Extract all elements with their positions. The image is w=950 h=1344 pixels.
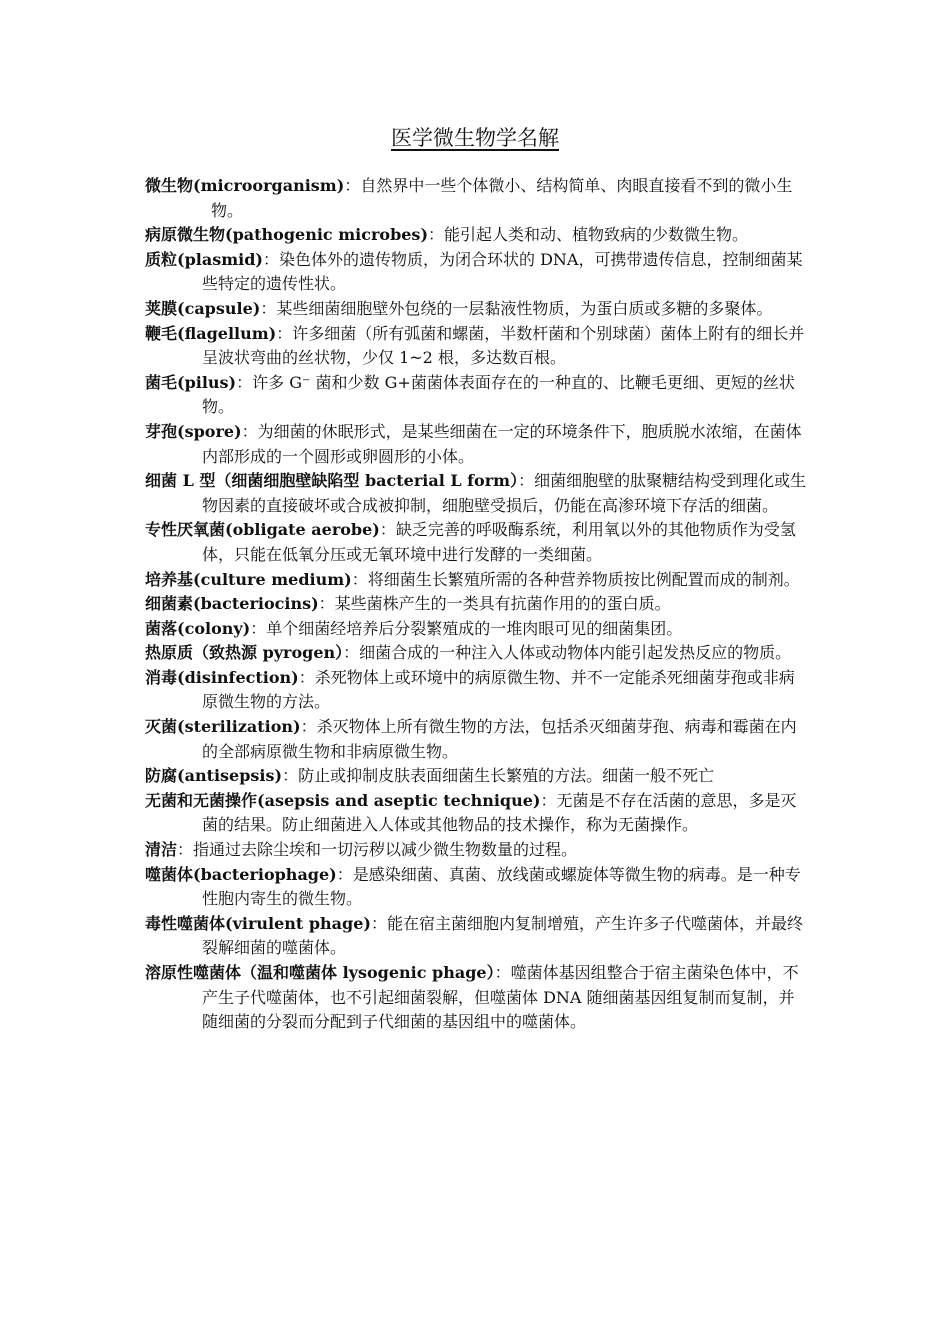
definition-list <box>145 174 810 1035</box>
entry-term: 噬菌体(bacteriophage) <box>145 864 337 884</box>
entry-term: 毒性噬菌体(virulent phage) <box>145 913 371 933</box>
entry-term: 专性厌氧菌(obligate aerobe) <box>145 520 380 540</box>
entry-definition: ：细菌细胞壁的肽聚糖结构受到理化或生物因素的直接破坏或合成被抑制，细胞壁受损后，仍能在高渗环境下存活的细菌。 <box>202 471 807 515</box>
definition-entry <box>145 789 810 838</box>
definition-entry <box>145 248 810 297</box>
entry-term: 芽孢(spore) <box>145 421 242 441</box>
entry-definition: ：防止或抑制皮肤表面细菌生长繁殖的方法。细菌一般不死亡 <box>282 766 715 786</box>
definition-entry <box>145 174 810 223</box>
entry-definition: ：某些细菌细胞壁外包绕的一层黏液性物质，为蛋白质或多糖的多聚体。 <box>260 298 773 318</box>
entry-definition: ：染色体外的遗传物质，为闭合环状的 DNA，可携带遗传信息，控制细菌某些特定的遗传性状。 <box>202 249 803 294</box>
definition-entry <box>145 764 810 789</box>
entry-definition: ：将细菌生长繁殖所需的各种营养物质按比例配置而成的制剂。 <box>351 569 800 589</box>
entry-term: 细菌 L 型（细菌细胞壁缺陷型 bacterial L form） <box>145 471 519 491</box>
entry-definition: ：指通过去除尘埃和一切污秽以减少微生物数量的过程。 <box>177 840 578 860</box>
definition-entry <box>145 617 810 642</box>
entry-term: 菌毛(pilus) <box>145 372 237 392</box>
entry-definition: ：缺乏完善的呼吸酶系统，利用氧以外的其他物质作为受氢体，只能在低氧分压或无氧环境中进行发酵的一类细菌。 <box>202 520 796 564</box>
entry-term: 灭菌(sterilization) <box>145 717 301 737</box>
definition-entry <box>145 666 810 715</box>
entry-term: 菌落(colony) <box>145 618 251 638</box>
entry-definition: ：许多 G⁻ 菌和少数 G+菌菌体表面存在的一种直的、比鞭毛更细、更短的丝状物。 <box>202 372 795 417</box>
entry-definition: ：单个细菌经培养后分裂繁殖成的一堆肉眼可见的细菌集团。 <box>250 618 683 638</box>
entry-term: 微生物(microorganism) <box>145 176 345 195</box>
definition-entry <box>145 371 810 420</box>
definition-entry <box>145 420 810 469</box>
entry-definition: ：能在宿主菌细胞内复制增殖，产生许多子代噬菌体，并最终裂解细菌的噬菌体。 <box>202 913 804 958</box>
entry-term: 消毒(disinfection) <box>145 667 299 687</box>
entry-term: 热原质（致热源 pyrogen） <box>145 643 344 663</box>
definition-entry <box>145 641 810 666</box>
definition-entry <box>145 518 810 567</box>
entry-term: 清洁 <box>145 840 178 860</box>
definition-entry <box>145 322 810 371</box>
definition-entry <box>145 912 810 961</box>
entry-definition: ：为细菌的休眠形式，是某些细菌在一定的环境条件下，胞质脱水浓缩，在菌体内部形成的一个圆形或卵圆形的小体。 <box>202 421 802 466</box>
definition-entry <box>145 838 810 863</box>
definition-entry <box>145 715 810 764</box>
definition-entry <box>145 568 810 593</box>
entry-definition: ：细菌合成的一种注入人体或动物体内能引起发热反应的物质。 <box>343 643 792 663</box>
entry-term: 鞭毛(flagellum) <box>145 323 277 343</box>
definition-entry <box>145 592 810 617</box>
entry-term: 质粒(plasmid) <box>145 249 263 269</box>
entry-definition: ：能引起人类和动、植物致病的少数微生物。 <box>428 225 749 245</box>
entry-term: 防腐(antisepsis) <box>145 766 283 786</box>
entry-definition: ：无菌是不存在活菌的意思，多是灭菌的结果。防止细菌进入人体或其他物品的技术操作，称为无菌操作。 <box>202 790 797 835</box>
definition-entry <box>145 297 810 322</box>
definition-entry <box>145 223 810 248</box>
definition-entry <box>145 961 810 1035</box>
entry-term: 培养基(culture medium) <box>145 569 352 589</box>
entry-definition: ：杀灭物体上所有微生物的方法，包括杀灭细菌芽孢、病毒和霉菌在内的全部病原微生物和非病原微生物。 <box>202 717 797 761</box>
definition-entry <box>145 469 810 518</box>
entry-term: 溶原性噬菌体（温和噬菌体 lysogenic phage） <box>145 963 495 982</box>
entry-definition: ：噬菌体基因组整合于宿主菌染色体中，不产生子代噬菌体，也不引起细菌裂解，但噬菌体 DNA 随细菌基因组复制而复制，并随细菌的分裂而分配到子代细菌的基因组中的噬菌体。 <box>202 963 799 1032</box>
definition-entry <box>145 863 810 912</box>
entry-definition: ：许多细菌（所有弧菌和螺菌，半数杆菌和个别球菌）菌体上附有的细长并呈波状弯曲的丝状物，少仅 1~2 根，多达数百根。 <box>202 323 805 368</box>
document-title: 医学微生物学名解 <box>391 126 559 150</box>
entry-term: 细菌素(bacteriocins) <box>145 594 319 614</box>
entry-definition: ：是感染细菌、真菌、放线菌或螺旋体等微生物的病毒。是一种专性胞内寄生的微生物。 <box>202 864 801 909</box>
entry-definition: ：自然界中一些个体微小、结构简单、肉眼直接看不到的微小生物。 <box>211 176 793 220</box>
entry-definition: ：杀死物体上或环境中的病原微生物、并不一定能杀死细菌芽孢或非病原微生物的方法。 <box>202 667 795 712</box>
entry-definition: ：某些菌株产生的一类具有抗菌作用的的蛋白质。 <box>318 594 671 614</box>
entry-term: 荚膜(capsule) <box>145 298 261 318</box>
entry-term: 病原微生物(pathogenic microbes) <box>145 225 429 245</box>
entry-term: 无菌和无菌操作(asepsis and aseptic technique) <box>145 790 541 810</box>
